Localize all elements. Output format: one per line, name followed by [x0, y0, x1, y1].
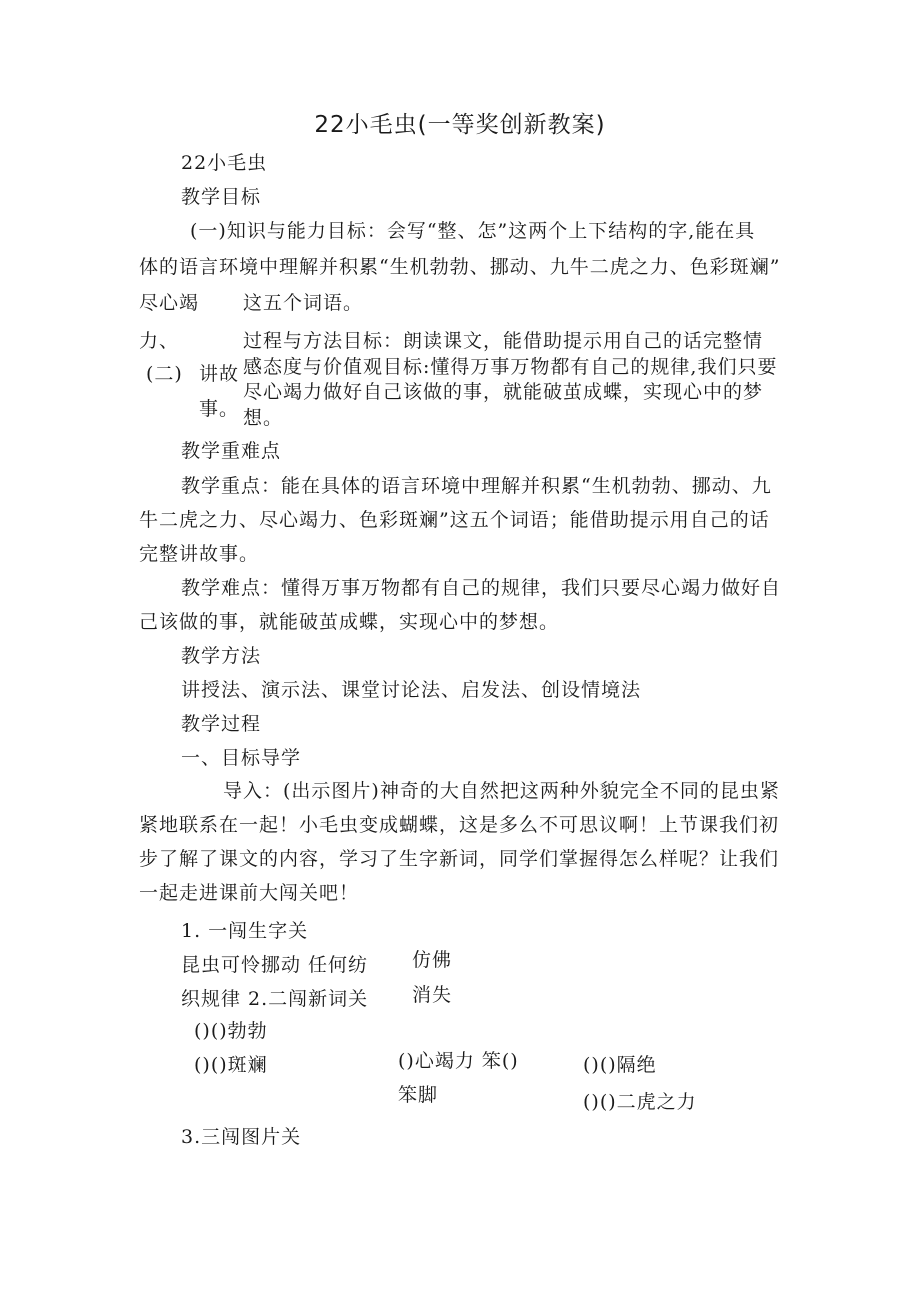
- objective3-line2: 尽心竭力做好自己该做的事，就能破茧成蝶，实现心中的梦: [243, 381, 764, 403]
- step3-heading: 3.三闯图片关: [181, 1126, 302, 1148]
- blank-item: ()()二虎之力: [583, 1091, 697, 1113]
- intro-line4: 一起走进课前大闯关吧！: [139, 882, 360, 904]
- objectives-heading: 教学目标: [181, 186, 262, 208]
- document-title: 22小毛虫(一等奖创新教案): [314, 112, 606, 138]
- intro-line3: 步了解了课文的内容，学习了生字新词，同学们掌握得怎么样呢？让我们: [139, 848, 780, 870]
- objective3-line3: 想。: [243, 407, 284, 429]
- process-heading: 教学过程: [181, 713, 262, 735]
- keypoint-line3: 完整讲故事。: [139, 543, 260, 565]
- blank-item: 笨脚: [398, 1084, 439, 1106]
- blank-item: ()()隔绝: [583, 1054, 657, 1076]
- lesson-subtitle: 22小毛虫: [181, 152, 268, 174]
- methods-line: 讲授法、演示法、课堂讨论法、启发法、创设情境法: [181, 679, 642, 701]
- methods-heading: 教学方法: [181, 645, 262, 667]
- words-line1: 昆虫可怜挪动 任何纺: [181, 954, 369, 976]
- blank-item: ()()斑斓: [194, 1054, 268, 1076]
- difficulty-line1: 教学难点：懂得万事万物都有自己的规律，我们只要尽心竭力做好自: [181, 577, 782, 599]
- intro-line2: 紧地联系在一起！小毛虫变成蝴蝶，这是多么不可思议啊！上节课我们初: [139, 814, 780, 836]
- keypoints-heading: 教学重难点: [181, 440, 282, 462]
- step1-heading: 1. 一闯生字关: [181, 920, 309, 942]
- blank-item: ()()勃勃: [194, 1020, 268, 1042]
- objective3-line1: 感态度与价值观目标:懂得万事万物都有自己的规律,我们只要: [243, 356, 778, 378]
- left-fragment: (二): [146, 363, 183, 385]
- left-fragment: 尽心竭: [139, 292, 200, 314]
- words-right2: 消失: [412, 984, 453, 1006]
- keypoint-line1: 教学重点：能在具体的语言环境中理解并积累“生机勃勃、挪动、九: [181, 475, 772, 497]
- difficulty-line2: 己该做的事，就能破茧成蝶，实现心中的梦想。: [139, 611, 560, 633]
- objective1-line2: 体的语言环境中理解并积累“生机勃勃、挪动、九牛二虎之力、色彩斑斓”: [139, 256, 781, 278]
- words-line2: 织规律 2.二闯新词关: [181, 988, 369, 1010]
- section1-heading: 一、目标导学: [181, 747, 302, 769]
- left-fragment: 讲故: [199, 363, 240, 385]
- intro-line1: 导入：(出示图片)神奇的大自然把这两种外貌完全不同的昆虫紧: [223, 780, 780, 802]
- left-fragment: 事。: [199, 398, 240, 420]
- blank-item: ()心竭力 笨(): [398, 1050, 519, 1072]
- left-fragment: 力、: [139, 330, 180, 352]
- words-right1: 仿佛: [412, 949, 453, 971]
- objective2-line: 过程与方法目标：朗读课文，能借助提示用自己的话完整情: [243, 330, 764, 352]
- keypoint-line2: 牛二虎之力、尽心竭力、色彩斑斓”这五个词语；能借助提示用自己的话: [139, 509, 770, 531]
- objective1-line3: 这五个词语。: [243, 292, 364, 314]
- objective1-line1: (一)知识与能力目标：会写“整、怎”这两个上下结构的字,能在具: [190, 220, 756, 242]
